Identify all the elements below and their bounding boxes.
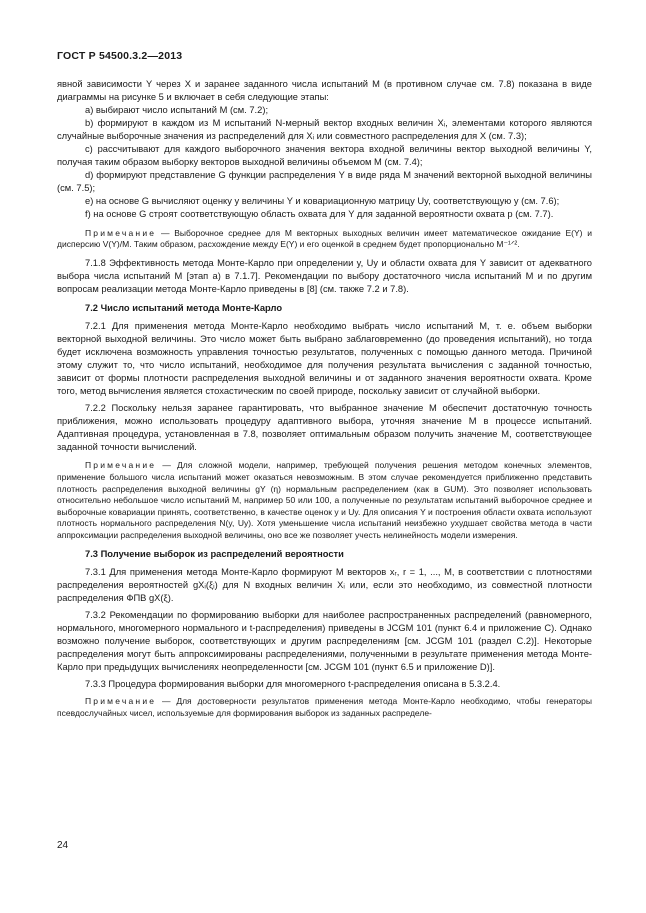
- note-3: [57, 696, 592, 719]
- note-label: Примечание: [85, 460, 157, 471]
- paragraph-7-2-2: 7.2.2 Поскольку нельзя заранее гарантировать, что выбранное значение M обеспечит достаточную точность приближения, можно использовать процедуру адаптивного выбора, уточняя значение M в процессе испытаний. Адаптивная процедура, установленная в 7.8, позволяет оптимальным образом получить значение M, соответствующее заданной точности вычислений.: [57, 403, 592, 453]
- document-body: [57, 78, 592, 719]
- list-item-a: a) выбирают число испытаний M (см. 7.2);: [85, 105, 269, 116]
- paragraph-7-3-3: 7.3.3 Процедура формирования выборки для многомерного t-распределения описана в 5.3.2.4.: [85, 678, 501, 689]
- paragraph-7-1-8: 7.1.8 Эффективность метода Монте-Карло при определении y, Uy и области охвата для Y зависит от адекватного выбора числа испытаний M [этап a) в 7.1.7]. Рекомендации по выбору достаточного числа испытаний M и по другим вопросам реализации метода Монте-Карло приведены в [8] (см. также 7.2 и 7.8).: [57, 257, 592, 294]
- section-heading-7-3: 7.3 Получение выборок из распределений вероятности: [85, 548, 344, 559]
- paragraph-intro: явной зависимости Y через X и заранее заданного числа испытаний M (в противном случае см. 7.8) показана в виде диаграммы на рисунке 5 и включает в себя следующие этапы:: [57, 79, 592, 103]
- note-text: — Для сложной модели, например, требующей получения решения методом конечных элементов, применение большого числа испытаний может оказаться невозможным. В этом случае рекомендуется приближенно представить плотность распределения выходной величины gY (η) нормальным распределением (как в GUM). Это позволяет использовать относительно небольшое число испытаний M, например 50 или 100, а полученные по результатам испытаний выборочное среднее и выборочные ковариации принять, соответственно, в качестве оценок y и Uy. Для описания Y и построения области охвата используют плотность нормального распределения N(y, Uy). Хотя уменьшение числа испытаний неизбежно ухудшает свойства метода в части аппроксимации распределения выходной величины, оно все же позволяет учесть нелинейность модели измерения.: [57, 460, 592, 540]
- paragraph-7-3-1: 7.3.1 Для применения метода Монте-Карло формируют M векторов xᵣ, r = 1, ..., M, в соответствии с плотностями распределения вероятностей gXᵢ(ξᵢ) для N входных величин Xᵢ или, если это необходимо, из совместной плотности распределения ФПВ gX(ξ).: [57, 566, 592, 603]
- paragraph-7-3-2: 7.3.2 Рекомендации по формированию выборки для наиболее распространенных распределений (равномерного, нормального, многомерного нормального и t-распределения) приведены в JCGM 101 (пункт 6.4 и приложение C). Однако возможно получение выборок, соответствующих и другим распределениям [см. JCGM 101 (раздел C.2)]. Некоторые распределения могут быть аппроксимированы распределениями, полученными в результате применения метода Монте-Карло при предыдущих вычислениях неопределенности [см. JCGM 101 (пункт 6.5 и приложение D)].: [57, 609, 592, 672]
- list-item-d: d) формируют представление G функции распределения Y в виде ряда M значений векторной выходной величины (см. 7.5);: [57, 170, 592, 194]
- document-header: ГОСТ Р 54500.3.2—2013: [57, 50, 183, 62]
- paragraph-7-2-1: 7.2.1 Для применения метода Монте-Карло необходимо выбрать число испытаний M, т. е. объем выборки векторной выходной величины. Это число может быть выбрано заблаговременно (до проведения испытаний), но тогда будет исключена возможность управления точностью результатов, полученных с помощью данного метода. Причиной этому служит то, что число испытаний, необходимое для получения результата вычисления с заданной точностью, зависит от формы плотности распределения выходной величины и от заданного значения вероятности охвата. Кроме того, метод вычисления является стохастическим по своей природе, поскольку зависит от случайной выборки.: [57, 320, 592, 397]
- list-item-e: e) на основе G вычисляют оценку y величины Y и ковариационную матрицу Uy, соответствующую y (см. 7.6);: [85, 196, 560, 207]
- list-item-f: f) на основе G строят соответствующую область охвата для Y для заданной вероятности охвата p (см. 7.7).: [85, 209, 554, 220]
- note-label: Примечание: [85, 695, 157, 706]
- section-heading-7-2: 7.2 Число испытаний метода Монте-Карло: [85, 302, 283, 313]
- list-item-b: b) формируют в каждом из M испытаний N-мерный вектор входных величин Xᵢ, элементами которого являются случайные выборочные значения из распределений для Xᵢ или совместного распределения для X (см. 7.3);: [57, 118, 592, 142]
- note-text: — Для достоверности результатов применения метода Монте-Карло необходимо, чтобы генераторы псевдослучайных чисел, используемые для формирования выборок из заданных распределе-: [57, 695, 592, 718]
- note-1: [57, 228, 592, 251]
- note-label: Примечание: [85, 227, 157, 238]
- note-2: [57, 460, 592, 541]
- list-item-c: c) рассчитывают для каждого выборочного значения вектора входной величины вектор выходной величины Y, получая таким образом выборку векторов выходной величины объемом M (см. 7.4);: [57, 144, 592, 168]
- page-number: 24: [57, 840, 69, 851]
- note-text: — Выборочное среднее для M векторных выходных величин имеет математическое ожидание E(Y) и дисперсию V(Y)/M. Таким образом, расхождение между E(Y) и его оценкой в среднем будет пропорционально M⁻¹ᐟ².: [57, 227, 592, 250]
